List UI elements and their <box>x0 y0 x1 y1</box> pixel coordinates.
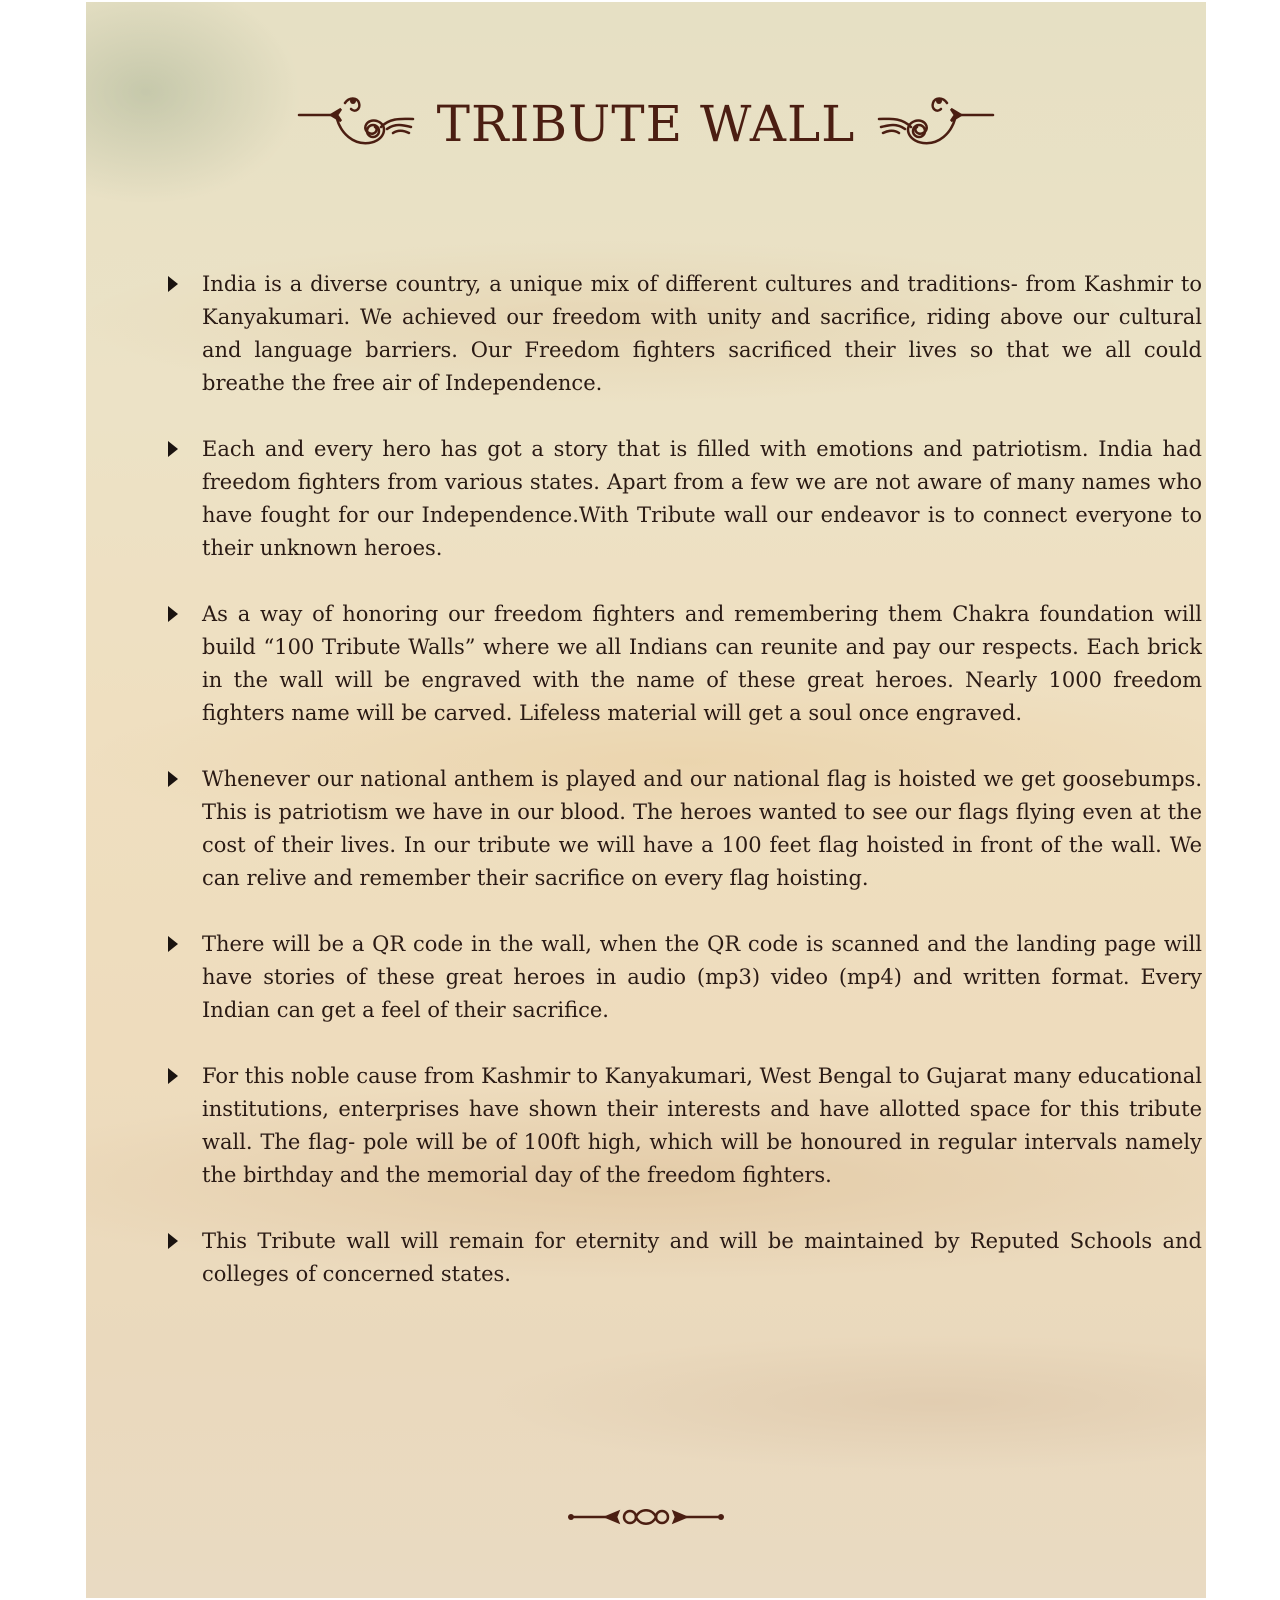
triangle-bullet-icon <box>168 606 178 622</box>
triangle-bullet-icon <box>168 936 178 952</box>
scroll-flourish-left-icon <box>297 89 417 159</box>
triangle-bullet-icon <box>168 1068 178 1084</box>
tribute-wall-page <box>86 2 1206 1598</box>
triangle-bullet-icon <box>168 771 178 787</box>
scroll-divider-icon <box>566 1502 726 1532</box>
list-item-text: For this noble cause from Kashmir to Kanyakumari, West Bengal to Gujarat many educational institutions, enterprises have shown their interests and have allotted space for this tribute wall. The flag- pole will be of 100ft high, which will be honoured in regular intervals namely the birthday and the memorial day of the freedom fighters. <box>202 1064 1203 1187</box>
list-item-text: This Tribute wall will remain for eternity and will be maintained by Reputed Schools and colleges of concerned states. <box>202 1229 1202 1286</box>
list-item-text: Whenever our national anthem is played and our national flag is hoisted we get goosebumps. This is patriotism we have in our blood. The heroes wanted to see our flags flying even at the cost of their lives. In our tribute we will have a 100 feet flag hoisted in front of the wall. We can relive and remember their sacrifice on every flag hoisting. <box>202 767 1202 890</box>
scroll-flourish-right-icon <box>875 89 995 159</box>
list-item-text: As a way of honoring our freedom fighters and remembering them Chakra foundation will build “100 Tribute Walls” where we all Indians can reunite and pay our respects. Each brick in the wall will be engraved with the name of these great heroes. Nearly 1000 freedom fighters name will be carved. Lifeless material will get a soul once engraved. <box>202 602 1202 725</box>
list-item <box>166 433 1202 565</box>
page-title: TRIBUTE WALL <box>436 95 856 153</box>
list-item-text: India is a diverse country, a unique mix of different cultures and traditions- from Kashmir to Kanyakumari. We achieved our freedom with unity and sacrifice, riding above our cultural and language barriers. Our Freedom fighters sacrificed their lives so that we all could breathe the free air of Independence. <box>202 272 1202 395</box>
list-item <box>166 598 1202 730</box>
list-item-text: There will be a QR code in the wall, when the QR code is scanned and the landing page will have stories of these great heroes in audio (mp3) video (mp4) and written format. Every Indian can get a feel of their sacrifice. <box>202 932 1202 1022</box>
list-item-text: Each and every hero has got a story that is filled with emotions and patriotism. India had freedom fighters from various states. Apart from a few we are not aware of many names who have fought for our Independence.With Tribute wall our endeavor is to connect everyone to their unknown heroes. <box>202 437 1202 560</box>
triangle-bullet-icon <box>168 441 178 457</box>
list-item <box>166 763 1202 895</box>
list-item <box>166 928 1202 1027</box>
title-row <box>86 84 1206 164</box>
triangle-bullet-icon <box>168 276 178 292</box>
triangle-bullet-icon <box>168 1233 178 1249</box>
list-item <box>166 1060 1202 1192</box>
list-item <box>166 1225 1202 1291</box>
list-item <box>166 268 1202 400</box>
tribute-points-list <box>166 268 1202 1324</box>
